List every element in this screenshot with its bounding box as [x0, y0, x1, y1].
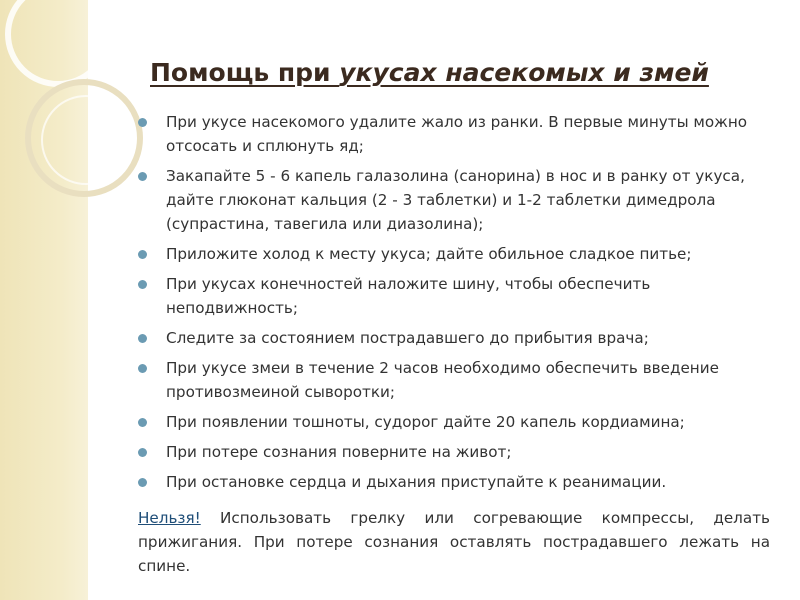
- deco-circle-medium: [28, 82, 140, 194]
- bullet-dot-icon: [138, 478, 147, 487]
- list-item: [138, 440, 778, 464]
- list-item-text: При укусах конечностей наложите шину, чтобы обеспечить неподвижность;: [166, 275, 651, 317]
- bullet-dot-icon: [138, 364, 147, 373]
- list-item-text: При потере сознания поверните на живот;: [166, 443, 512, 461]
- instructions-list: [138, 110, 778, 500]
- bullet-dot-icon: [138, 334, 147, 343]
- list-item: [138, 242, 778, 266]
- list-item: [138, 110, 778, 158]
- bullet-dot-icon: [138, 448, 147, 457]
- title-part-italic: укусах насекомых и змей: [339, 58, 709, 87]
- warning-note: [138, 506, 770, 578]
- list-item: [138, 164, 778, 236]
- list-item-text: При укусе змеи в течение 2 часов необходимо обеспечить введение противозмеиной сыворотки;: [166, 359, 719, 401]
- title-part-regular: Помощь при: [150, 58, 340, 87]
- list-item-text: Закапайте 5 - 6 капель галазолина (санорина) в нос и в ранку от укуса, дайте глюконат кальция (2 - 3 таблетки) и 1-2 таблетки димедрола (супрастина, тавегила или диазолина);: [166, 167, 745, 233]
- list-item-text: При появлении тошноты, судорог дайте 20 капель кордиамина;: [166, 413, 685, 431]
- list-item-text: Следите за состоянием пострадавшего до прибытия врача;: [166, 329, 649, 347]
- list-item-text: При остановке сердца и дыхания приступайте к реанимации.: [166, 473, 667, 491]
- bullet-dot-icon: [138, 280, 147, 289]
- bullet-dot-icon: [138, 418, 147, 427]
- list-item-text: При укусе насекомого удалите жало из ранки. В первые минуты можно отсосать и сплюнуть яд;: [166, 113, 748, 155]
- bullet-dot-icon: [138, 250, 147, 259]
- deco-circle-small: [42, 96, 130, 184]
- list-item: [138, 272, 778, 320]
- deco-circle-large: [8, 0, 108, 84]
- list-item-text: Приложите холод к месту укуса; дайте обильное сладкое питье;: [166, 245, 692, 263]
- warning-text: Использовать грелку или согревающие компрессы, делать прижигания. При потере сознания оставлять пострадавшего лежать на спине.: [138, 509, 770, 575]
- list-item: [138, 356, 778, 404]
- list-item: [138, 410, 778, 434]
- bullet-dot-icon: [138, 172, 147, 181]
- warning-label: Нельзя!: [138, 509, 201, 527]
- list-item: [138, 470, 778, 494]
- bullet-dot-icon: [138, 118, 147, 127]
- list-item: [138, 326, 778, 350]
- page-title: [150, 58, 770, 87]
